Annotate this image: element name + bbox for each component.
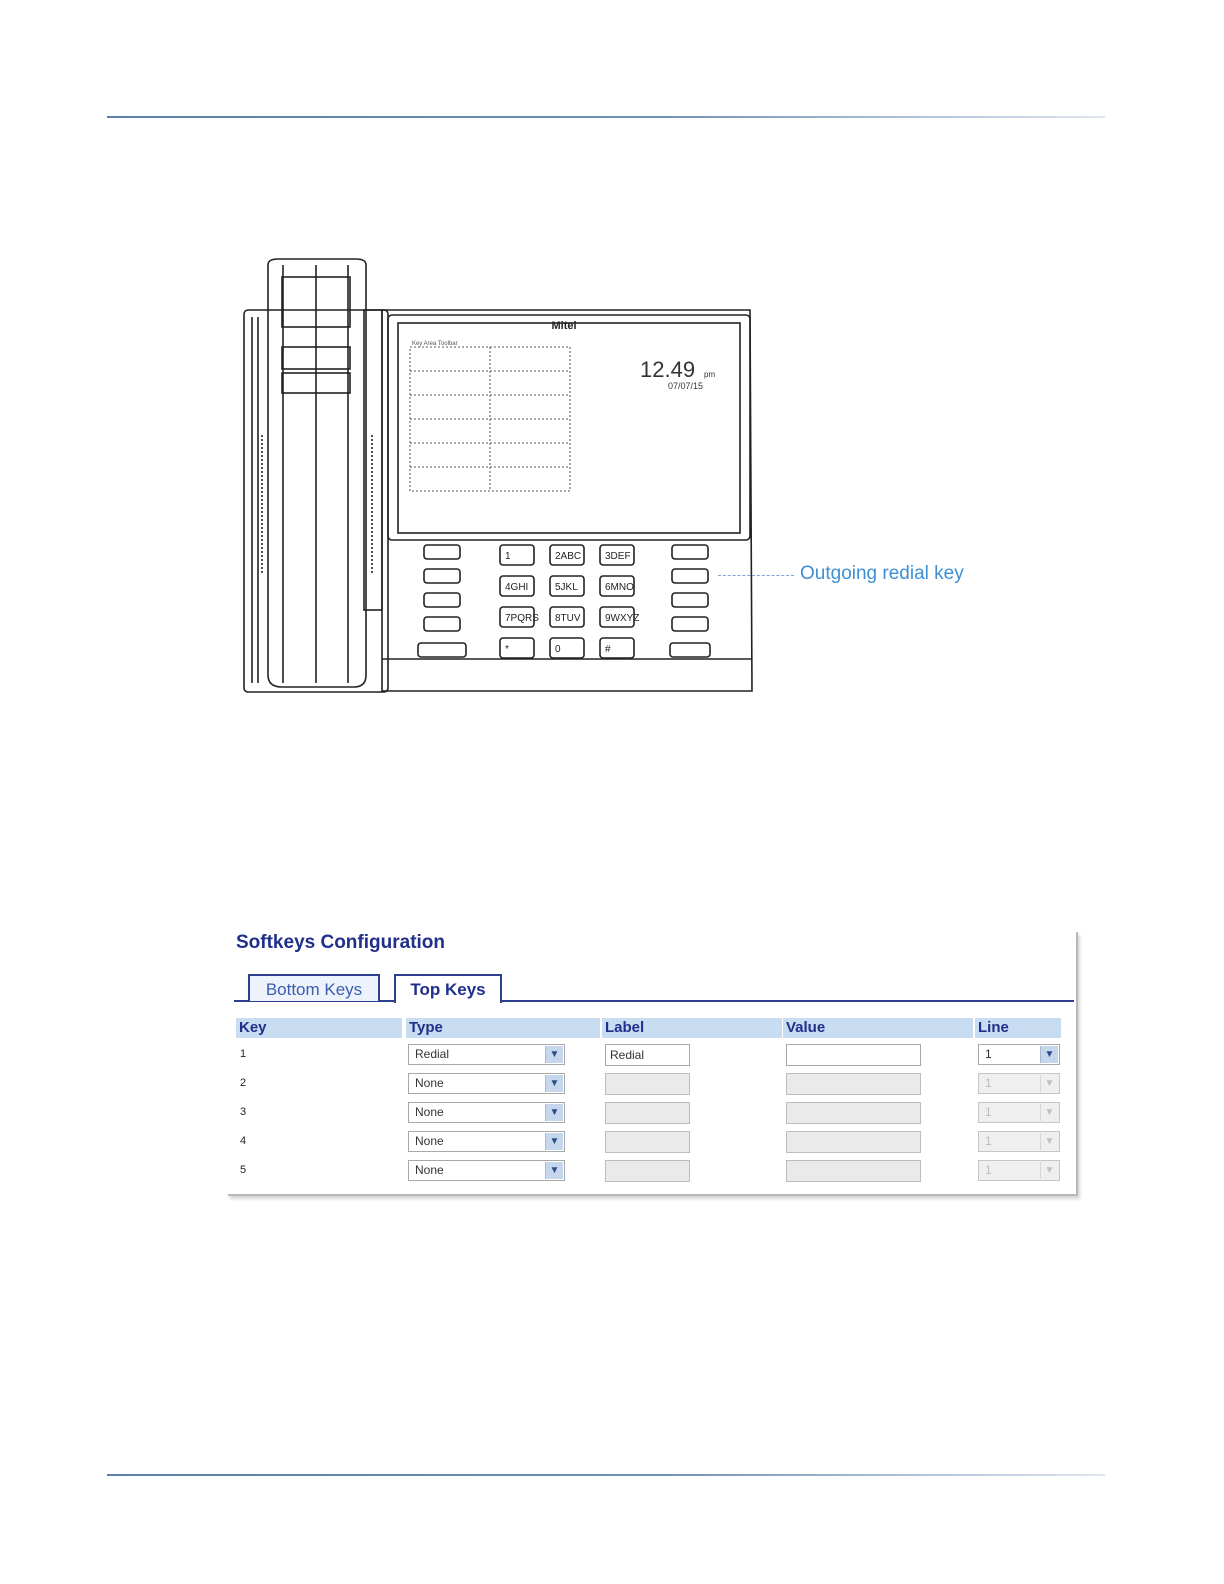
dial-key-label: 5JKL xyxy=(555,582,578,593)
type-select[interactable] xyxy=(408,1131,565,1152)
column-header-line: Line xyxy=(975,1018,1061,1038)
dial-key-label: 7PQRS xyxy=(505,613,539,624)
key-number: 4 xyxy=(240,1135,247,1147)
tab-bottom-keys[interactable]: Bottom Keys xyxy=(248,974,380,1001)
value-input[interactable] xyxy=(786,1044,921,1066)
chevron-down-icon: ▼ xyxy=(1040,1133,1058,1150)
footer-rule xyxy=(107,1474,1105,1476)
dial-key-label: # xyxy=(605,644,611,655)
type-select-value: Redial xyxy=(415,1047,450,1061)
dial-key-label: 4GHI xyxy=(505,582,529,593)
type-select[interactable] xyxy=(408,1073,565,1094)
value-input[interactable] xyxy=(786,1102,921,1124)
tab-top-keys[interactable]: Top Keys xyxy=(394,974,502,1003)
value-input[interactable] xyxy=(786,1131,921,1153)
chevron-down-icon: ▼ xyxy=(1040,1075,1058,1092)
line-select[interactable] xyxy=(978,1044,1060,1065)
phone-illustration xyxy=(238,255,758,697)
line-select-value: 1 xyxy=(985,1076,992,1090)
chevron-down-icon: ▼ xyxy=(1040,1162,1058,1179)
chevron-down-icon: ▼ xyxy=(545,1075,563,1092)
dial-key-label: 9WXYZ xyxy=(605,613,640,624)
chevron-down-icon: ▼ xyxy=(1040,1104,1058,1121)
dial-key-label: 1 xyxy=(505,551,511,562)
label-input[interactable] xyxy=(605,1160,690,1182)
phone-screen xyxy=(398,323,740,533)
line-select[interactable] xyxy=(978,1131,1060,1152)
dial-key-label: * xyxy=(505,644,509,655)
column-header-type: Type xyxy=(406,1018,600,1038)
dial-key-label: 2ABC xyxy=(555,551,582,562)
softkeys-panel xyxy=(228,932,1078,1196)
value-input[interactable] xyxy=(786,1160,921,1182)
line-select[interactable] xyxy=(978,1102,1060,1123)
line-select-value: 1 xyxy=(985,1105,992,1119)
line-select-value: 1 xyxy=(985,1047,992,1061)
line-select-value: 1 xyxy=(985,1134,992,1148)
header-rule xyxy=(107,116,1105,118)
chevron-down-icon: ▼ xyxy=(545,1104,563,1121)
phone-time: 12.49 xyxy=(640,357,696,382)
label-input[interactable] xyxy=(605,1102,690,1124)
type-select-value: None xyxy=(415,1134,444,1148)
callout-label: Outgoing redial key xyxy=(800,563,964,584)
phone-body xyxy=(382,310,752,691)
column-header-label: Label xyxy=(602,1018,782,1038)
label-input[interactable] xyxy=(605,1073,690,1095)
chevron-down-icon: ▼ xyxy=(1040,1046,1058,1063)
line-select-value: 1 xyxy=(985,1163,992,1177)
dial-key-label: 6MNO xyxy=(605,582,634,593)
value-input[interactable] xyxy=(786,1073,921,1095)
type-select-value: None xyxy=(415,1163,444,1177)
dial-key-label: 8TUV xyxy=(555,613,581,624)
phone-date: 07/07/15 xyxy=(668,381,704,391)
type-select[interactable] xyxy=(408,1044,565,1065)
label-input[interactable]: Redial xyxy=(605,1044,690,1066)
type-select-value: None xyxy=(415,1076,444,1090)
line-select[interactable] xyxy=(978,1073,1060,1094)
chevron-down-icon: ▼ xyxy=(545,1133,563,1150)
line-select[interactable] xyxy=(978,1160,1060,1181)
key-number: 1 xyxy=(240,1048,247,1060)
panel-title: Softkeys Configuration xyxy=(236,932,446,953)
callout-leader-line xyxy=(718,575,794,576)
key-number: 2 xyxy=(240,1077,247,1089)
dial-key-label: 3DEF xyxy=(605,551,631,562)
chevron-down-icon: ▼ xyxy=(545,1046,563,1063)
phone-ampm: pm xyxy=(704,370,716,379)
key-number: 5 xyxy=(240,1164,247,1176)
type-select[interactable] xyxy=(408,1160,565,1181)
type-select[interactable] xyxy=(408,1102,565,1123)
dial-key-label: 0 xyxy=(555,644,561,655)
label-input[interactable] xyxy=(605,1131,690,1153)
phone-brand: Mitel xyxy=(551,320,577,332)
redial-key xyxy=(672,569,708,583)
key-number: 3 xyxy=(240,1106,247,1118)
chevron-down-icon: ▼ xyxy=(545,1162,563,1179)
screen-caption: Key Area Toolbar xyxy=(412,341,458,347)
type-select-value: None xyxy=(415,1105,444,1119)
column-header-key: Key xyxy=(236,1018,402,1038)
column-header-value: Value xyxy=(783,1018,973,1038)
